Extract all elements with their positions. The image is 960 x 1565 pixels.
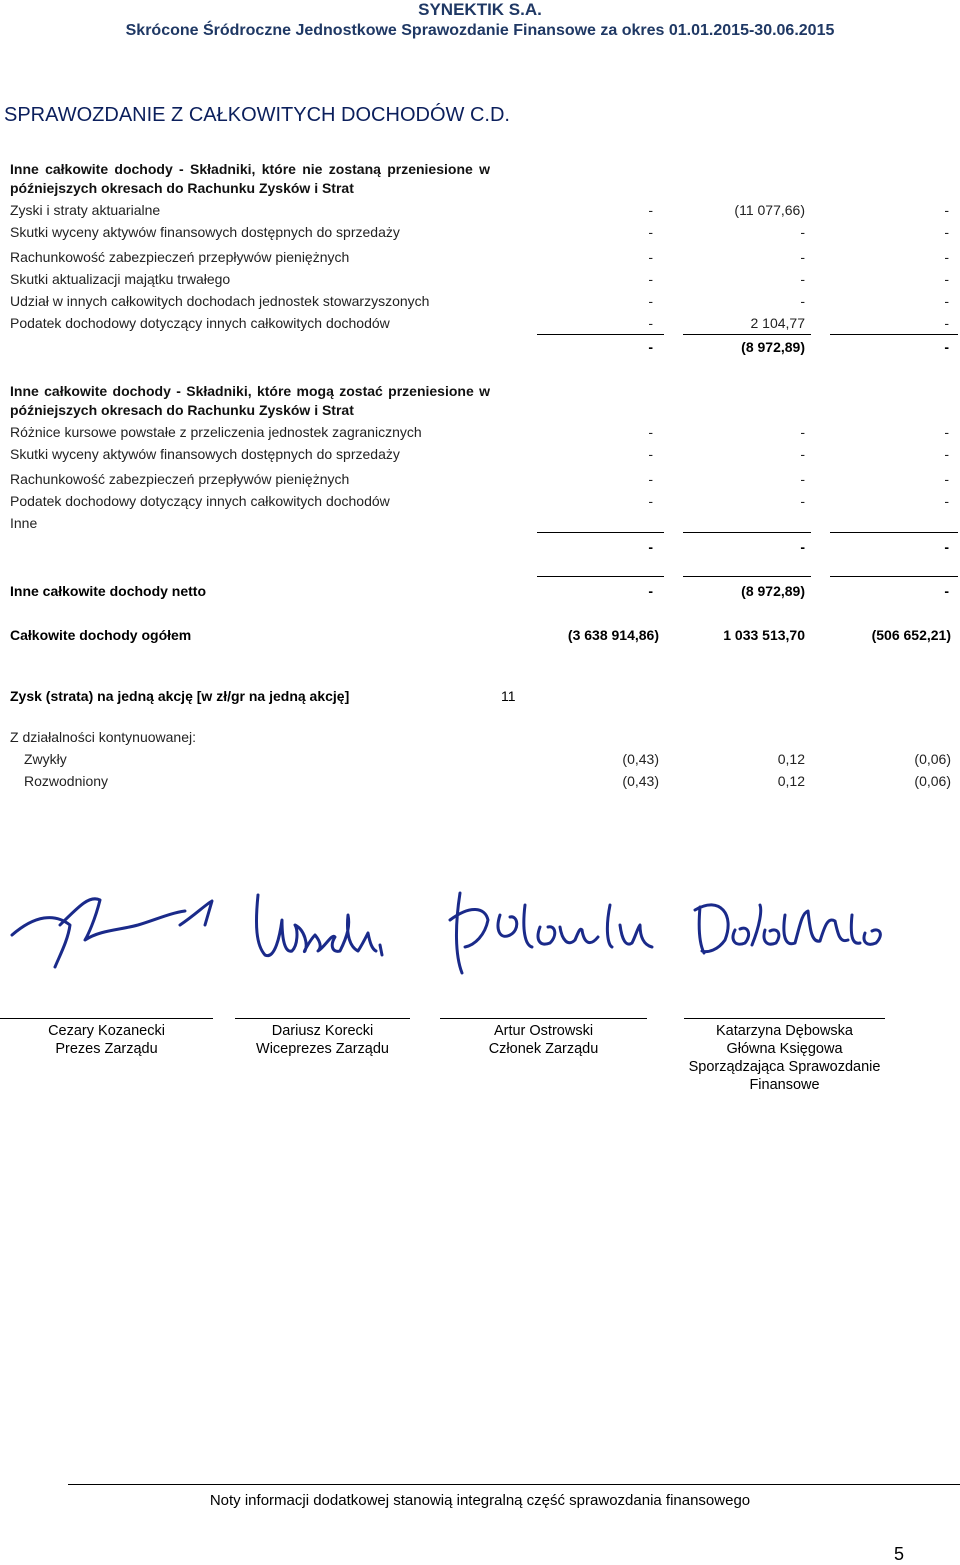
value-col1: - — [648, 315, 653, 331]
row-label: Podatek dochodowy dotyczący innych całkowitych dochodów — [10, 315, 390, 331]
table-row — [10, 424, 955, 444]
value-col2: (8 972,89) — [741, 583, 805, 599]
signatory-1 — [0, 1022, 213, 1058]
table-row — [10, 471, 955, 491]
table-row — [10, 515, 955, 535]
company-name: SYNEKTIK S.A. — [418, 0, 542, 19]
eps-diluted-row — [10, 773, 955, 793]
table-row — [10, 293, 955, 313]
row-label: Z działalności kontynuowanej: — [10, 729, 196, 745]
row-label: Całkowite dochody ogółem — [10, 627, 192, 643]
value-col1: - — [648, 271, 653, 287]
value-col1: - — [648, 446, 653, 462]
value-col2: - — [800, 471, 805, 487]
value-col3: - — [944, 202, 949, 218]
continuing-ops-row — [10, 729, 955, 749]
value-col3: - — [944, 271, 949, 287]
row-label: Rozwodniony — [24, 773, 109, 789]
row-label: Udział w innych całkowitych dochodach jednostek stowarzyszonych — [10, 293, 430, 309]
value-col2: (8 972,89) — [741, 339, 805, 355]
signature-line — [684, 1018, 885, 1019]
footer-note: Noty informacji dodatkowej stanowią integralną część sprawozdania finansowego — [209, 1492, 751, 1509]
row-label: Podatek dochodowy dotyczący innych całkowitych dochodów — [10, 493, 390, 509]
table-row — [10, 202, 955, 222]
value-col1: (3 638 914,86) — [567, 627, 659, 643]
value-col2: - — [800, 271, 805, 287]
value-col3: (0,06) — [914, 773, 951, 789]
value-col3: - — [944, 424, 949, 440]
value-col1: - — [648, 471, 653, 487]
signatory-role: Członek Zarządu — [488, 1041, 599, 1057]
signature-2 — [250, 885, 410, 980]
table-row — [10, 493, 955, 513]
row-label: Skutki wyceny aktywów finansowych dostępnych do sprzedaży — [10, 446, 400, 462]
signatory-name: Dariusz Korecki — [271, 1023, 374, 1039]
footer-rule — [68, 1484, 960, 1485]
total-rule — [537, 576, 664, 577]
subtotal-rule — [830, 334, 958, 335]
value-col1: - — [648, 224, 653, 240]
signature-1 — [10, 885, 220, 980]
table-row — [10, 249, 955, 269]
value-col3: - — [944, 339, 949, 355]
table-row — [10, 315, 955, 335]
row-label: Skutki aktualizacji majątku trwałego — [10, 271, 231, 287]
subtotal-rule — [683, 532, 811, 533]
value-col2: - — [800, 493, 805, 509]
page-number: 5 — [893, 1544, 904, 1564]
table-row — [10, 224, 955, 244]
row-label: Inne całkowite dochody netto — [10, 583, 207, 599]
value-col2: - — [800, 424, 805, 440]
eps-basic-row — [10, 751, 955, 771]
signatory-role: Wiceprezes Zarządu — [256, 1041, 389, 1057]
subtotal-rule — [537, 532, 664, 533]
signatory-role: Prezes Zarządu — [55, 1041, 158, 1057]
signatory-name: Artur Ostrowski — [493, 1023, 594, 1039]
value-col2: - — [800, 293, 805, 309]
value-col2: (11 077,66) — [734, 202, 805, 218]
eps-row — [10, 688, 955, 708]
table-row — [10, 446, 955, 466]
subtotal-rule — [683, 334, 811, 335]
signatory-role: Główna Księgowa Sporządzająca Sprawozdanie Finansowe — [688, 1041, 881, 1093]
value-col1: - — [648, 493, 653, 509]
signatory-4 — [674, 1022, 895, 1094]
row-label: Różnice kursowe powstałe z przeliczenia jednostek zagranicznych — [10, 424, 422, 440]
row-label: Inne — [10, 515, 38, 531]
value-col1: (0,43) — [622, 773, 659, 789]
section2-total-row — [10, 539, 955, 559]
value-col2: - — [800, 224, 805, 240]
signatory-3 — [440, 1022, 647, 1058]
subtotal-rule — [830, 532, 958, 533]
value-col1: - — [648, 339, 653, 355]
row-label: Rachunkowość zabezpieczeń przepływów pieniężnych — [10, 249, 350, 265]
net-oci-row — [10, 583, 955, 603]
row-label: Zysk (strata) na jedną akcję [w zł/gr na jedną akcję] — [10, 688, 350, 704]
value-col3: - — [944, 493, 949, 509]
section1-heading: Inne całkowite dochody - Składniki, które nie zostaną przeniesione w późniejszych okresach do Rachunku Zysków i Strat — [10, 161, 490, 196]
total-income-row — [10, 627, 955, 647]
value-col1: - — [648, 539, 653, 555]
value-col1: - — [648, 293, 653, 309]
value-col2: 0,12 — [777, 751, 805, 767]
value-col2: 1 033 513,70 — [723, 627, 805, 643]
value-col3: - — [944, 583, 949, 599]
value-col1: - — [648, 249, 653, 265]
statement-title: SPRAWOZDANIE Z CAŁKOWITYCH DOCHODÓW C.D. — [4, 104, 510, 126]
row-label: Rachunkowość zabezpieczeń przepływów pieniężnych — [10, 471, 350, 487]
value-col2: - — [800, 249, 805, 265]
value-col3: - — [944, 471, 949, 487]
signature-line — [235, 1018, 410, 1019]
section1-total-row — [10, 339, 955, 359]
value-col3: - — [944, 315, 949, 331]
value-col1: - — [648, 583, 653, 599]
note-reference: 11 — [501, 688, 516, 704]
total-rule — [683, 576, 811, 577]
signature-line — [0, 1018, 213, 1019]
row-label: Skutki wyceny aktywów finansowych dostępnych do sprzedaży — [10, 224, 400, 240]
signatory-name: Cezary Kozanecki — [48, 1023, 165, 1039]
value-col2: 0,12 — [777, 773, 805, 789]
value-col1: - — [648, 424, 653, 440]
value-col2: - — [800, 539, 805, 555]
value-col1: (0,43) — [622, 751, 659, 767]
value-col3: - — [944, 249, 949, 265]
report-title: Skrócone Śródroczne Jednostkowe Sprawozdanie Finansowe za okres 01.01.2015-30.06.2015 — [125, 22, 835, 39]
signature-3 — [440, 885, 660, 980]
value-col3: - — [944, 446, 949, 462]
value-col3: - — [944, 539, 949, 555]
signature-line — [440, 1018, 647, 1019]
value-col2: - — [800, 446, 805, 462]
subtotal-rule — [537, 334, 664, 335]
value-col1: - — [648, 202, 653, 218]
total-rule — [830, 576, 958, 577]
row-label: Zyski i straty aktuarialne — [10, 202, 161, 218]
signatory-2 — [235, 1022, 410, 1058]
signature-4 — [690, 885, 895, 980]
value-col3: - — [944, 224, 949, 240]
section2-heading: Inne całkowite dochody - Składniki, które mogą zostać przeniesione w późniejszych okresach do Rachunku Zysków i Strat — [10, 383, 490, 418]
table-row — [10, 271, 955, 291]
value-col3: (506 652,21) — [871, 627, 951, 643]
row-label: Zwykły — [24, 751, 67, 767]
signatory-name: Katarzyna Dębowska — [715, 1023, 853, 1039]
value-col2: 2 104,77 — [750, 315, 805, 331]
value-col3: (0,06) — [914, 751, 951, 767]
value-col3: - — [944, 293, 949, 309]
